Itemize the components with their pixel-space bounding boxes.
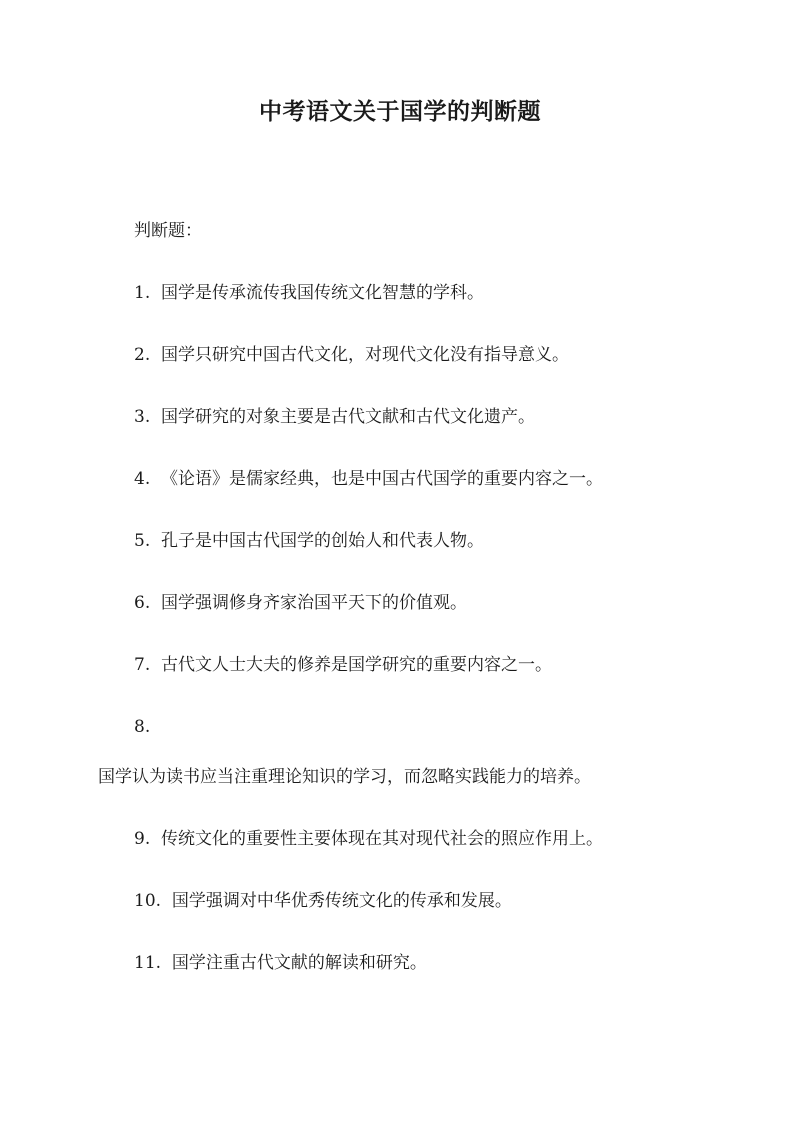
question-item-5 (134, 528, 484, 554)
question-item-3 (134, 404, 535, 430)
question-number: 1. (134, 283, 151, 303)
question-item-8-number: 8. (134, 717, 151, 737)
question-text: 国学是传承流传我国传统文化智慧的学科。 (161, 283, 485, 303)
question-item-10 (134, 888, 512, 914)
question-number: 3. (134, 407, 151, 427)
question-number: 6. (134, 593, 151, 613)
question-number: 11. (134, 953, 162, 973)
question-item-8-text: 国学认为读书应当注重理论知识的学习，而忽略实践能力的培养。 (98, 767, 591, 787)
question-item-7 (134, 652, 552, 678)
question-text: 《论语》是儒家经典，也是中国古代国学的重要内容之一。 (161, 469, 604, 489)
question-number: 7. (134, 655, 151, 675)
question-number: 4. (134, 469, 151, 489)
question-text: 古代文人士大夫的修养是国学研究的重要内容之一。 (161, 655, 553, 675)
section-heading: 判断题： (134, 221, 202, 241)
question-number: 2. (134, 345, 151, 365)
question-item-4 (134, 466, 603, 492)
question-text: 国学强调对中华优秀传统文化的传承和发展。 (171, 891, 512, 911)
question-item-6 (134, 590, 467, 616)
question-text: 国学研究的对象主要是古代文献和古代文化遗产。 (161, 407, 536, 427)
question-text: 传统文化的重要性主要体现在其对现代社会的照应作用上。 (161, 829, 604, 849)
question-item-11 (134, 950, 427, 976)
question-number: 5. (134, 531, 151, 551)
question-item-1 (134, 280, 484, 306)
question-text: 国学强调修身齐家治国平天下的价值观。 (161, 593, 468, 613)
question-text: 国学注重古代文献的解读和研究。 (171, 953, 427, 973)
question-number: 9. (134, 829, 151, 849)
question-text: 国学只研究中国古代文化，对现代文化没有指导意义。 (161, 345, 570, 365)
document-title: 中考语文关于国学的判断题 (259, 98, 541, 125)
question-text: 孔子是中国古代国学的创始人和代表人物。 (161, 531, 485, 551)
question-item-9 (134, 826, 603, 852)
question-item-2 (134, 342, 569, 368)
question-number: 10. (134, 891, 162, 911)
